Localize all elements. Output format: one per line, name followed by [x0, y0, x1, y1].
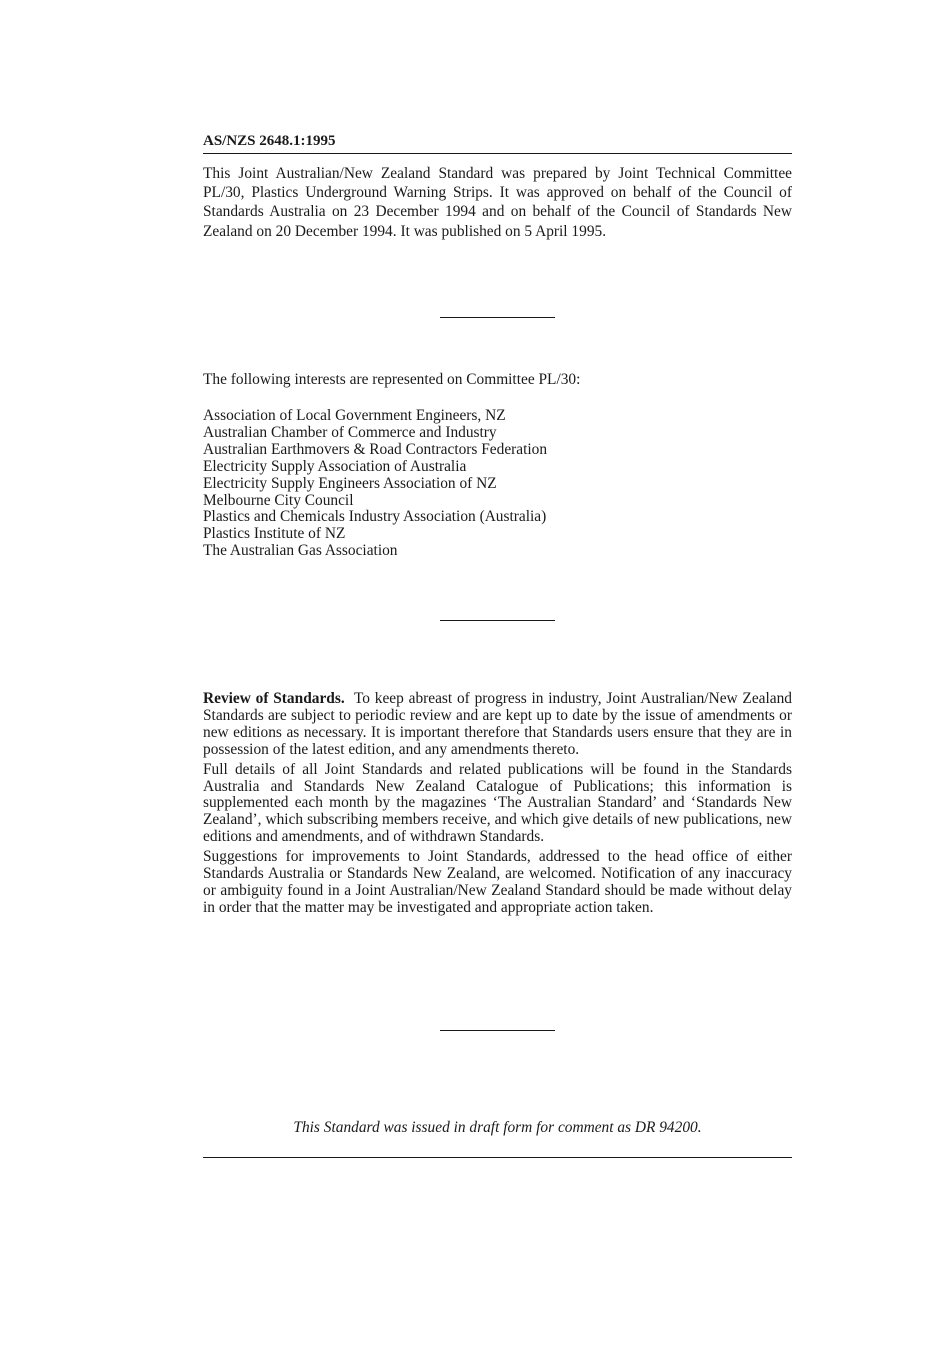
committee-intro: The following interests are represented on Committee PL/30: — [203, 371, 581, 388]
committee-member: Plastics Institute of NZ — [203, 525, 346, 543]
committee-member: Electricity Supply Engineers Association of NZ — [203, 474, 497, 492]
footer-rule — [203, 1157, 792, 1158]
committee-member: Association of Local Government Engineers, NZ — [203, 407, 506, 424]
committee-member: Plastics and Chemicals Industry Association (Australia) — [203, 508, 547, 526]
committee-member: The Australian Gas Association — [203, 542, 398, 560]
committee-member: Melbourne City Council — [203, 491, 354, 509]
section-divider — [440, 620, 555, 621]
review-text: To keep abreast of progress in industry, Joint Australian/New Zealand Standards are subject to periodic review and are kept up to date by the issue of amendments or new editions as necessary. It is important therefore that Standards users ensure that they are in possession of the latest edition, and any amendments thereto. — [203, 690, 792, 758]
review-paragraph: Suggestions for improvements to Joint Standards, addressed to the head office of either Standards Australia or Standards New Zealand, are welcomed. Notification of any inaccuracy or ambiguity found in a Joint Australian/New Zealand Standard should be made without delay in order that the matter may be investigated and appropriate action taken. — [203, 848, 792, 916]
section-divider — [440, 1030, 555, 1031]
committee-member: Australian Earthmovers & Road Contractors Federation — [203, 440, 548, 458]
document-page — [203, 0, 792, 1345]
review-paragraph — [203, 691, 792, 759]
draft-note: This Standard was issued in draft form for comment as DR 94200. — [293, 1119, 702, 1136]
review-heading: Review of Standards. — [203, 690, 345, 707]
review-block — [203, 691, 792, 920]
committee-member: Australian Chamber of Commerce and Industry — [203, 423, 497, 441]
committee-member-list — [203, 408, 792, 560]
standard-id: AS/NZS 2648.1:1995 — [203, 133, 336, 149]
review-paragraph: Full details of all Joint Standards and related publications will be found in the Standards Australia and Standards New Zealand Catalogue of Publications; this information is supplemented each month by the magazines ‘The Australian Standard’ and ‘Standards New Zealand’, which subscribing members receive, and which give details of new publications, new editions and amendments, and of withdrawn Standards. — [203, 760, 792, 846]
preparation-text: This Joint Australian/New Zealand Standard was prepared by Joint Technical Committee PL/30, Plastics Underground Warning Strips. It was approved on behalf of the Council of Standards Australia on 23 December 1994 and on behalf of the Council of Standards New Zealand on 20 December 1994. It was published on 5 April 1995. — [203, 165, 792, 240]
section-divider — [440, 317, 555, 318]
header-rule — [203, 153, 792, 154]
preparation-block — [203, 164, 792, 241]
committee-member: Electricity Supply Association of Australia — [203, 457, 467, 475]
committee-block — [203, 370, 792, 560]
